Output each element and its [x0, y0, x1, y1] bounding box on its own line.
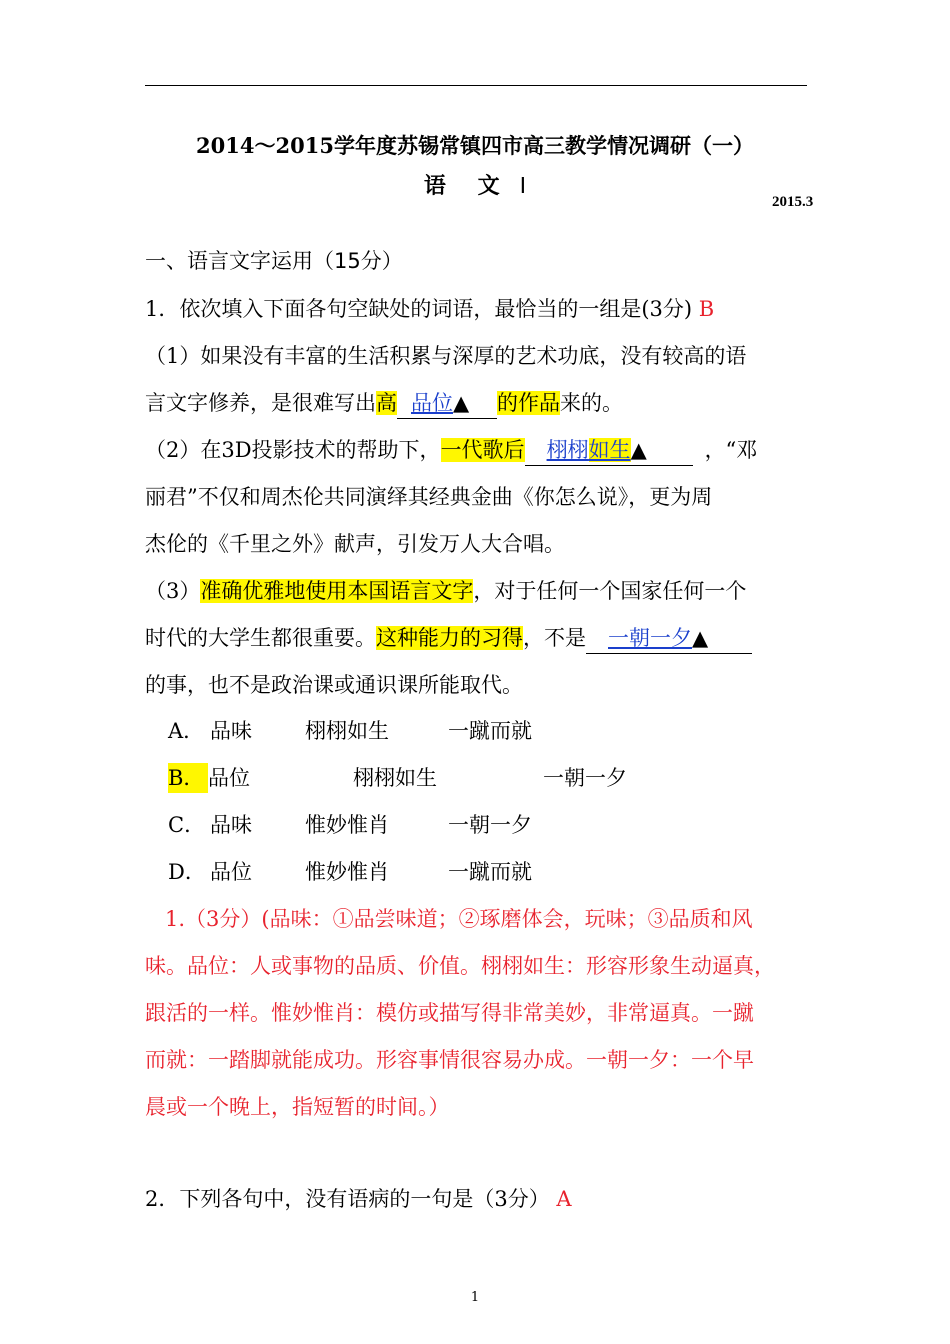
option-word: 品位	[208, 766, 250, 790]
page-number: 1	[470, 1290, 480, 1305]
option-word: 品位	[210, 860, 252, 884]
exam-date: 2015.3	[772, 194, 814, 210]
option-word: 品味	[210, 719, 252, 743]
header-rule	[145, 85, 807, 86]
triangle-marker: ▲	[630, 438, 647, 462]
q1-stem	[145, 294, 714, 324]
highlight: 准确优雅地使用本国语言文字	[200, 579, 474, 603]
fill-answer: 一朝一夕	[608, 626, 692, 650]
fill-answer: 品位	[411, 391, 453, 415]
q2-stem	[145, 1184, 572, 1214]
option-word: 品味	[210, 813, 252, 837]
option-letter: C．	[168, 813, 206, 837]
fill-blank	[525, 435, 693, 466]
text-run: ，对于任何一个国家任何一个	[473, 579, 747, 603]
text-run: ，“邓	[704, 438, 758, 462]
highlight: 的作品	[497, 391, 560, 415]
q1-sentence1-line2	[145, 388, 623, 419]
subject-name: 语 文	[423, 173, 512, 199]
q1-sentence3-line1	[145, 576, 746, 606]
option-c	[168, 810, 532, 840]
fill-blank	[586, 623, 752, 654]
highlight: 高	[376, 391, 397, 415]
option-word: 栩栩如生	[353, 766, 437, 790]
fill-answer: 栩栩	[546, 438, 589, 462]
explanation-line: 而就：一踏脚就能成功。形容事情很容易办成。一朝一夕：一个早	[145, 1048, 754, 1072]
triangle-marker: ▲	[453, 391, 470, 415]
text-run: ，不是	[523, 626, 586, 650]
option-b	[168, 763, 627, 793]
option-word: 一蹴而就	[448, 860, 532, 884]
q1-sentence3-line3: 的事，也不是政治课或通识课所能取代。	[145, 673, 523, 697]
section-heading: 一、语言文字运用（15分）	[145, 249, 403, 273]
option-word: 栩栩如生	[305, 719, 389, 743]
text-run: （2）在3D投影技术的帮助下，	[145, 438, 441, 462]
fill-blank	[397, 388, 497, 419]
text-run: （3）	[145, 579, 201, 603]
explanation-line: 晨或一个晚上，指短暂的时间。）	[145, 1095, 450, 1119]
q2-answer: A	[556, 1187, 572, 1211]
explanation-line: 1.（3分）(品味：①品尝味道；②琢磨体会，玩味；③品质和风	[165, 907, 753, 931]
q1-sentence2-line3: 杰伦的《千里之外》献声，引发万人大合唱。	[145, 532, 565, 556]
fill-answer-highlight: 如生	[588, 438, 631, 462]
highlight: 一代歌后	[440, 438, 525, 462]
text-run: 时代的大学生都很重要。	[145, 626, 376, 650]
option-word: 一朝一夕	[543, 766, 627, 790]
triangle-marker: ▲	[692, 626, 709, 650]
exam-title: 2014～2015学年度苏锡常镇四市高三教学情况调研（一）	[196, 133, 754, 158]
explanation-line: 跟活的一样。惟妙惟肖：模仿或描写得非常美妙，非常逼真。一蹴	[145, 1001, 754, 1025]
text-run: 言文字修养，是很难写出	[145, 391, 376, 415]
q1-answer: B	[698, 297, 715, 321]
q1-sentence1-line1: （1）如果没有丰富的生活积累与深厚的艺术功底，没有较高的语	[145, 344, 747, 368]
option-word: 惟妙惟肖	[305, 813, 389, 837]
q2-stem-text: 2．下列各句中，没有语病的一句是（3分）	[145, 1187, 550, 1211]
explanation-line: 味。品位：人或事物的品质、价值。栩栩如生：形容形象生动逼真，	[145, 954, 775, 978]
option-letter-highlight: B．	[168, 763, 208, 793]
option-d	[168, 857, 532, 887]
q1-stem-text: 1．依次填入下面各句空缺处的词语，最恰当的一组是(3分)	[145, 297, 693, 321]
text-run: 来的。	[560, 391, 623, 415]
option-word: 惟妙惟肖	[305, 860, 389, 884]
q1-sentence2-line2: 丽君”不仅和周杰伦共同演绎其经典金曲《你怎么说》，更为周	[145, 485, 713, 509]
option-word: 一朝一夕	[448, 813, 532, 837]
option-word: 一蹴而就	[448, 719, 532, 743]
q1-sentence3-line2	[145, 623, 752, 654]
option-a	[168, 716, 532, 746]
subject-numeral: Ⅰ	[519, 173, 527, 198]
highlight: 这种能力的习得	[376, 626, 523, 650]
q1-sentence2-line1	[145, 435, 757, 466]
option-letter: D．	[168, 860, 206, 884]
option-letter: A．	[168, 719, 205, 743]
